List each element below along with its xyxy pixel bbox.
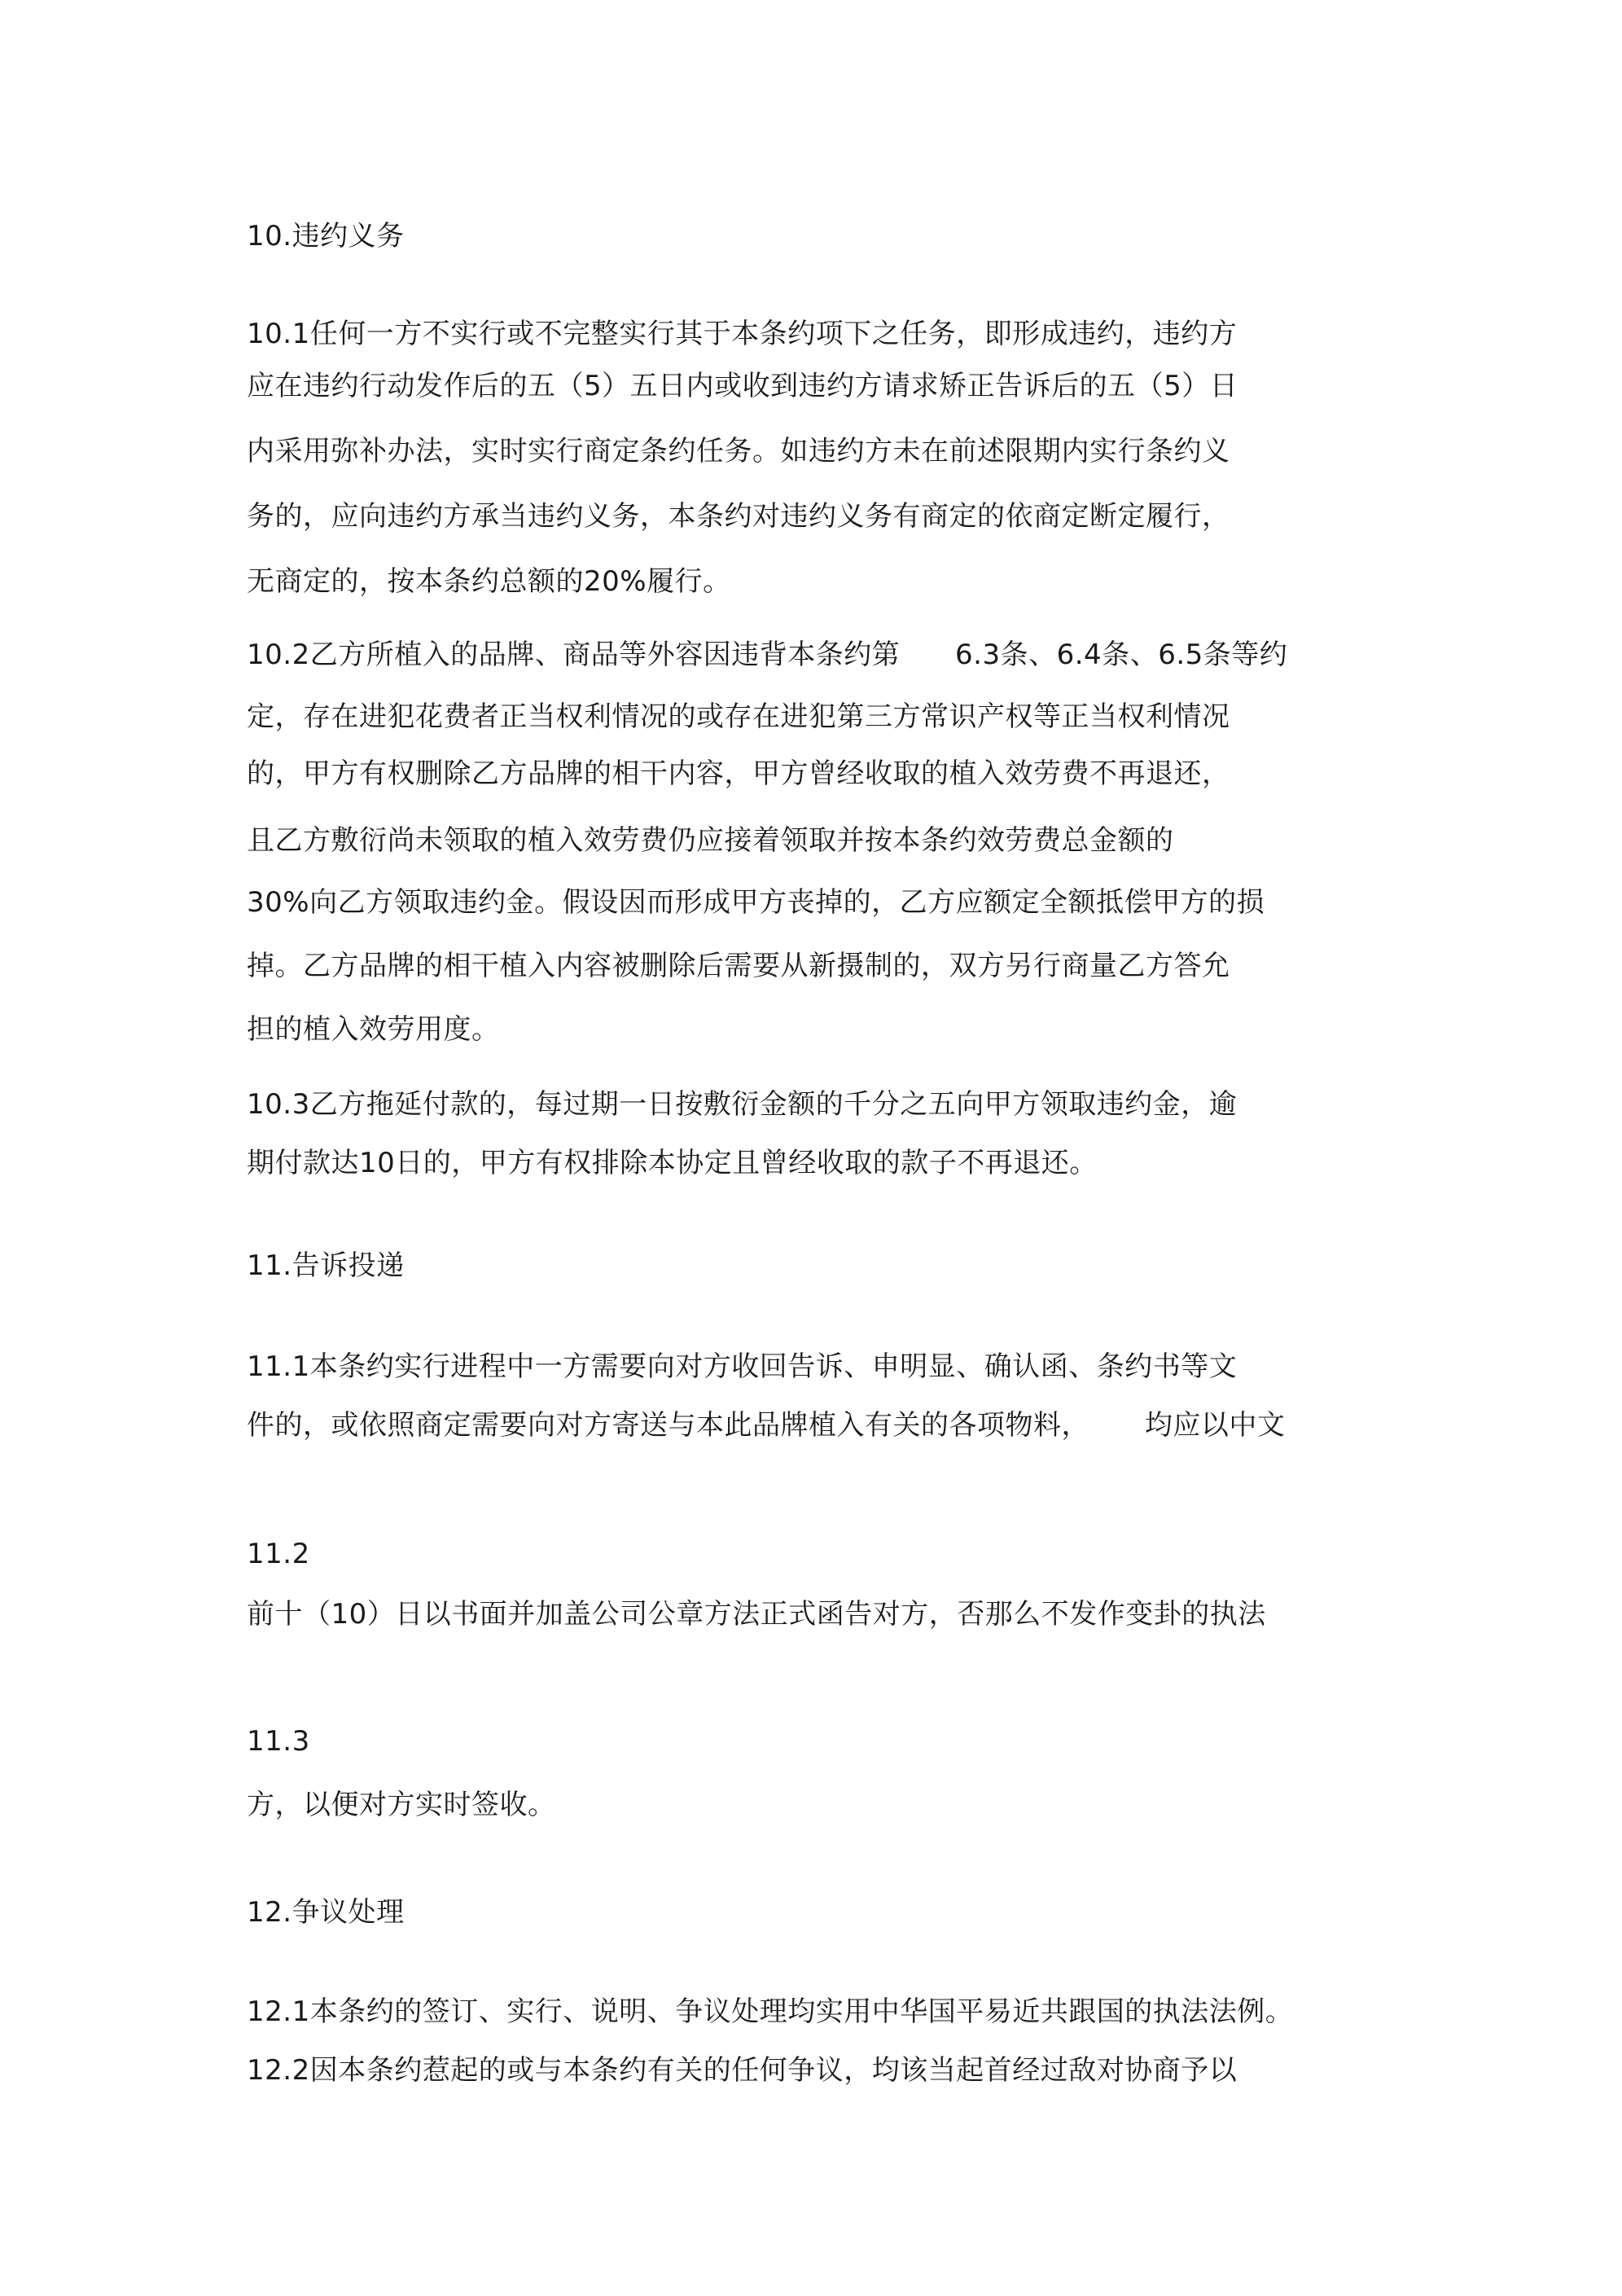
text-line: 30%向乙方领取违约金。假设因而形成甲方丧掉的，乙方应额定全额抵偿甲方的损 [247,886,1265,919]
text-line: 期付款达10日的，甲方有权排除本协定且曾经收取的款子不再退还。 [247,1147,1098,1179]
clause-number: 11.3 [247,1725,310,1758]
section-11-heading: 11.告诉投递 [247,1249,405,1282]
text-line: 10.3乙方拖延付款的，每过期一日按敷衍金额的千分之五向甲方领取违约金，逾 [247,1088,1238,1121]
text-line: 12.2因本条约惹起的或与本条约有关的任何争议，均该当起首经过敌对协商予以 [247,2054,1238,2087]
text-line: 前十（10）日以书面并加盖公司公章方法正式函告对方，否那么不发作变卦的执法 [247,1598,1266,1631]
text-line: 的，甲方有权删除乙方品牌的相干内容，甲方曾经收取的植入效劳费不再退还， [247,757,1230,790]
section-10-heading: 10.违约义务 [247,220,405,252]
text-line: 无商定的，按本条约总额的20%履行。 [247,565,731,598]
text-line: 定，存在进犯花费者正当权利情况的或存在进犯第三方常识产权等正当权利情况 [247,700,1230,733]
text-line: 应在违约行动发作后的五（5）五日内或收到违约方请求矫正告诉后的五（5）日 [247,370,1238,402]
text-line: 方，以便对方实时签收。 [247,1789,556,1821]
text-line: 件的，或依照商定需要向对方寄送与本此品牌植入有关的各项物料， 均应以中文 [247,1409,1286,1442]
text-line: 务的，应向违约方承当违约义务，本条约对违约义务有商定的依商定断定履行， [247,500,1230,533]
text-line: 掉。乙方品牌的相干植入内容被删除后需要从新摄制的，双方另行商量乙方答允 [247,950,1230,982]
text-line: 内采用弥补办法，实时实行商定条约任务。如违约方未在前述限期内实行条约义 [247,435,1230,468]
text-line: 且乙方敷衍尚未领取的植入效劳费仍应接着领取并按本条约效劳费总金额的 [247,824,1174,857]
text-line: 10.1任何一方不实行或不完整实行其于本条约项下之任务，即形成违约，违约方 [247,318,1238,350]
text-line: 担的植入效劳用度。 [247,1013,500,1046]
text-line: 12.1本条约的签订、实行、说明、争议处理均实用中华国平易近共跟国的执法法例。 [247,1995,1294,2028]
text-line: 11.1本条约实行进程中一方需要向对方收回告诉、申明显、确认函、条约书等文 [247,1350,1238,1383]
clause-number: 11.2 [247,1538,310,1570]
text-line: 10.2乙方所植入的品牌、商品等外容因违背本条约第 6.3条、6.4条、6.5条等约 [247,639,1288,671]
section-12-heading: 12.争议处理 [247,1896,405,1929]
